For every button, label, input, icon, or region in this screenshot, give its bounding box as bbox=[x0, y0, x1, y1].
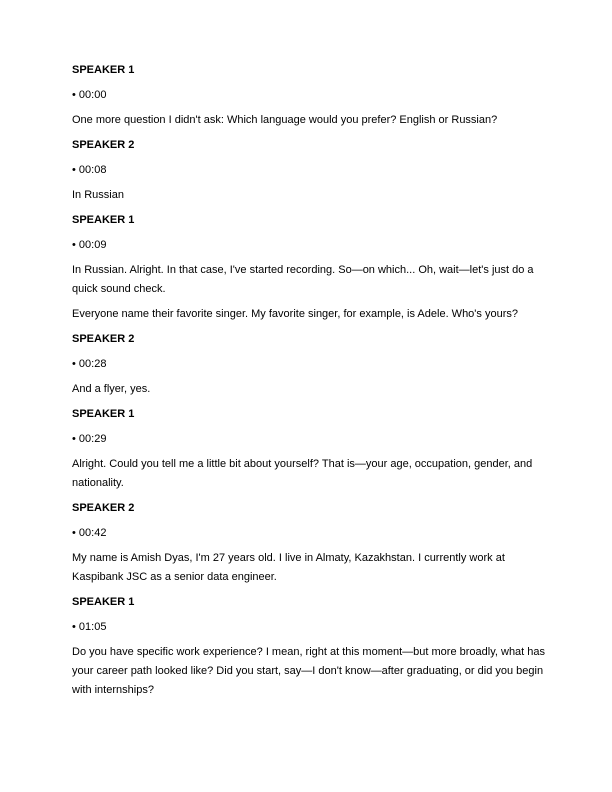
transcript-turn bbox=[72, 596, 546, 700]
utterance-text: Do you have specific work experience? I mean, right at this moment—but more broadly, what has your career path looked like? Did you start, say—I don't know—after graduating, or did you begin with internships? bbox=[72, 646, 546, 696]
transcript-turn bbox=[72, 214, 546, 324]
utterance-text: My name is Amish Dyas, I'm 27 years old. I live in Almaty, Kazakhstan. I currently work at Kaspibank JSC as a senior data engineer. bbox=[72, 552, 505, 583]
timestamp: • 00:28 bbox=[72, 358, 107, 370]
utterance-text: And a flyer, yes. bbox=[72, 383, 151, 395]
timestamp: • 01:05 bbox=[72, 621, 107, 633]
utterance-text: Everyone name their favorite singer. My favorite singer, for example, is Adele. Who's yours? bbox=[72, 308, 518, 320]
transcript bbox=[72, 64, 546, 709]
speaker-label: SPEAKER 2 bbox=[72, 502, 135, 514]
utterance-text: In Russian. Alright. In that case, I've started recording. So—on which... Oh, wait—let's just do a quick sound check. bbox=[72, 264, 534, 295]
timestamp: • 00:29 bbox=[72, 433, 107, 445]
timestamp: • 00:42 bbox=[72, 527, 107, 539]
transcript-turn bbox=[72, 64, 546, 130]
timestamp: • 00:08 bbox=[72, 164, 107, 176]
speaker-label: SPEAKER 2 bbox=[72, 139, 135, 151]
utterance-text: One more question I didn't ask: Which language would you prefer? English or Russian? bbox=[72, 114, 498, 126]
timestamp: • 00:09 bbox=[72, 239, 107, 251]
transcript-turn bbox=[72, 408, 546, 493]
speaker-label: SPEAKER 2 bbox=[72, 333, 135, 345]
utterance-text: Alright. Could you tell me a little bit about yourself? That is—your age, occupation, gender, and nationality. bbox=[72, 458, 533, 489]
speaker-label: SPEAKER 1 bbox=[72, 408, 135, 420]
speaker-label: SPEAKER 1 bbox=[72, 596, 135, 608]
transcript-turn bbox=[72, 333, 546, 399]
speaker-label: SPEAKER 1 bbox=[72, 214, 135, 226]
timestamp: • 00:00 bbox=[72, 89, 107, 101]
transcript-turn bbox=[72, 139, 546, 205]
transcript-turn bbox=[72, 502, 546, 587]
speaker-label: SPEAKER 1 bbox=[72, 64, 135, 76]
utterance-text: In Russian bbox=[72, 189, 124, 201]
